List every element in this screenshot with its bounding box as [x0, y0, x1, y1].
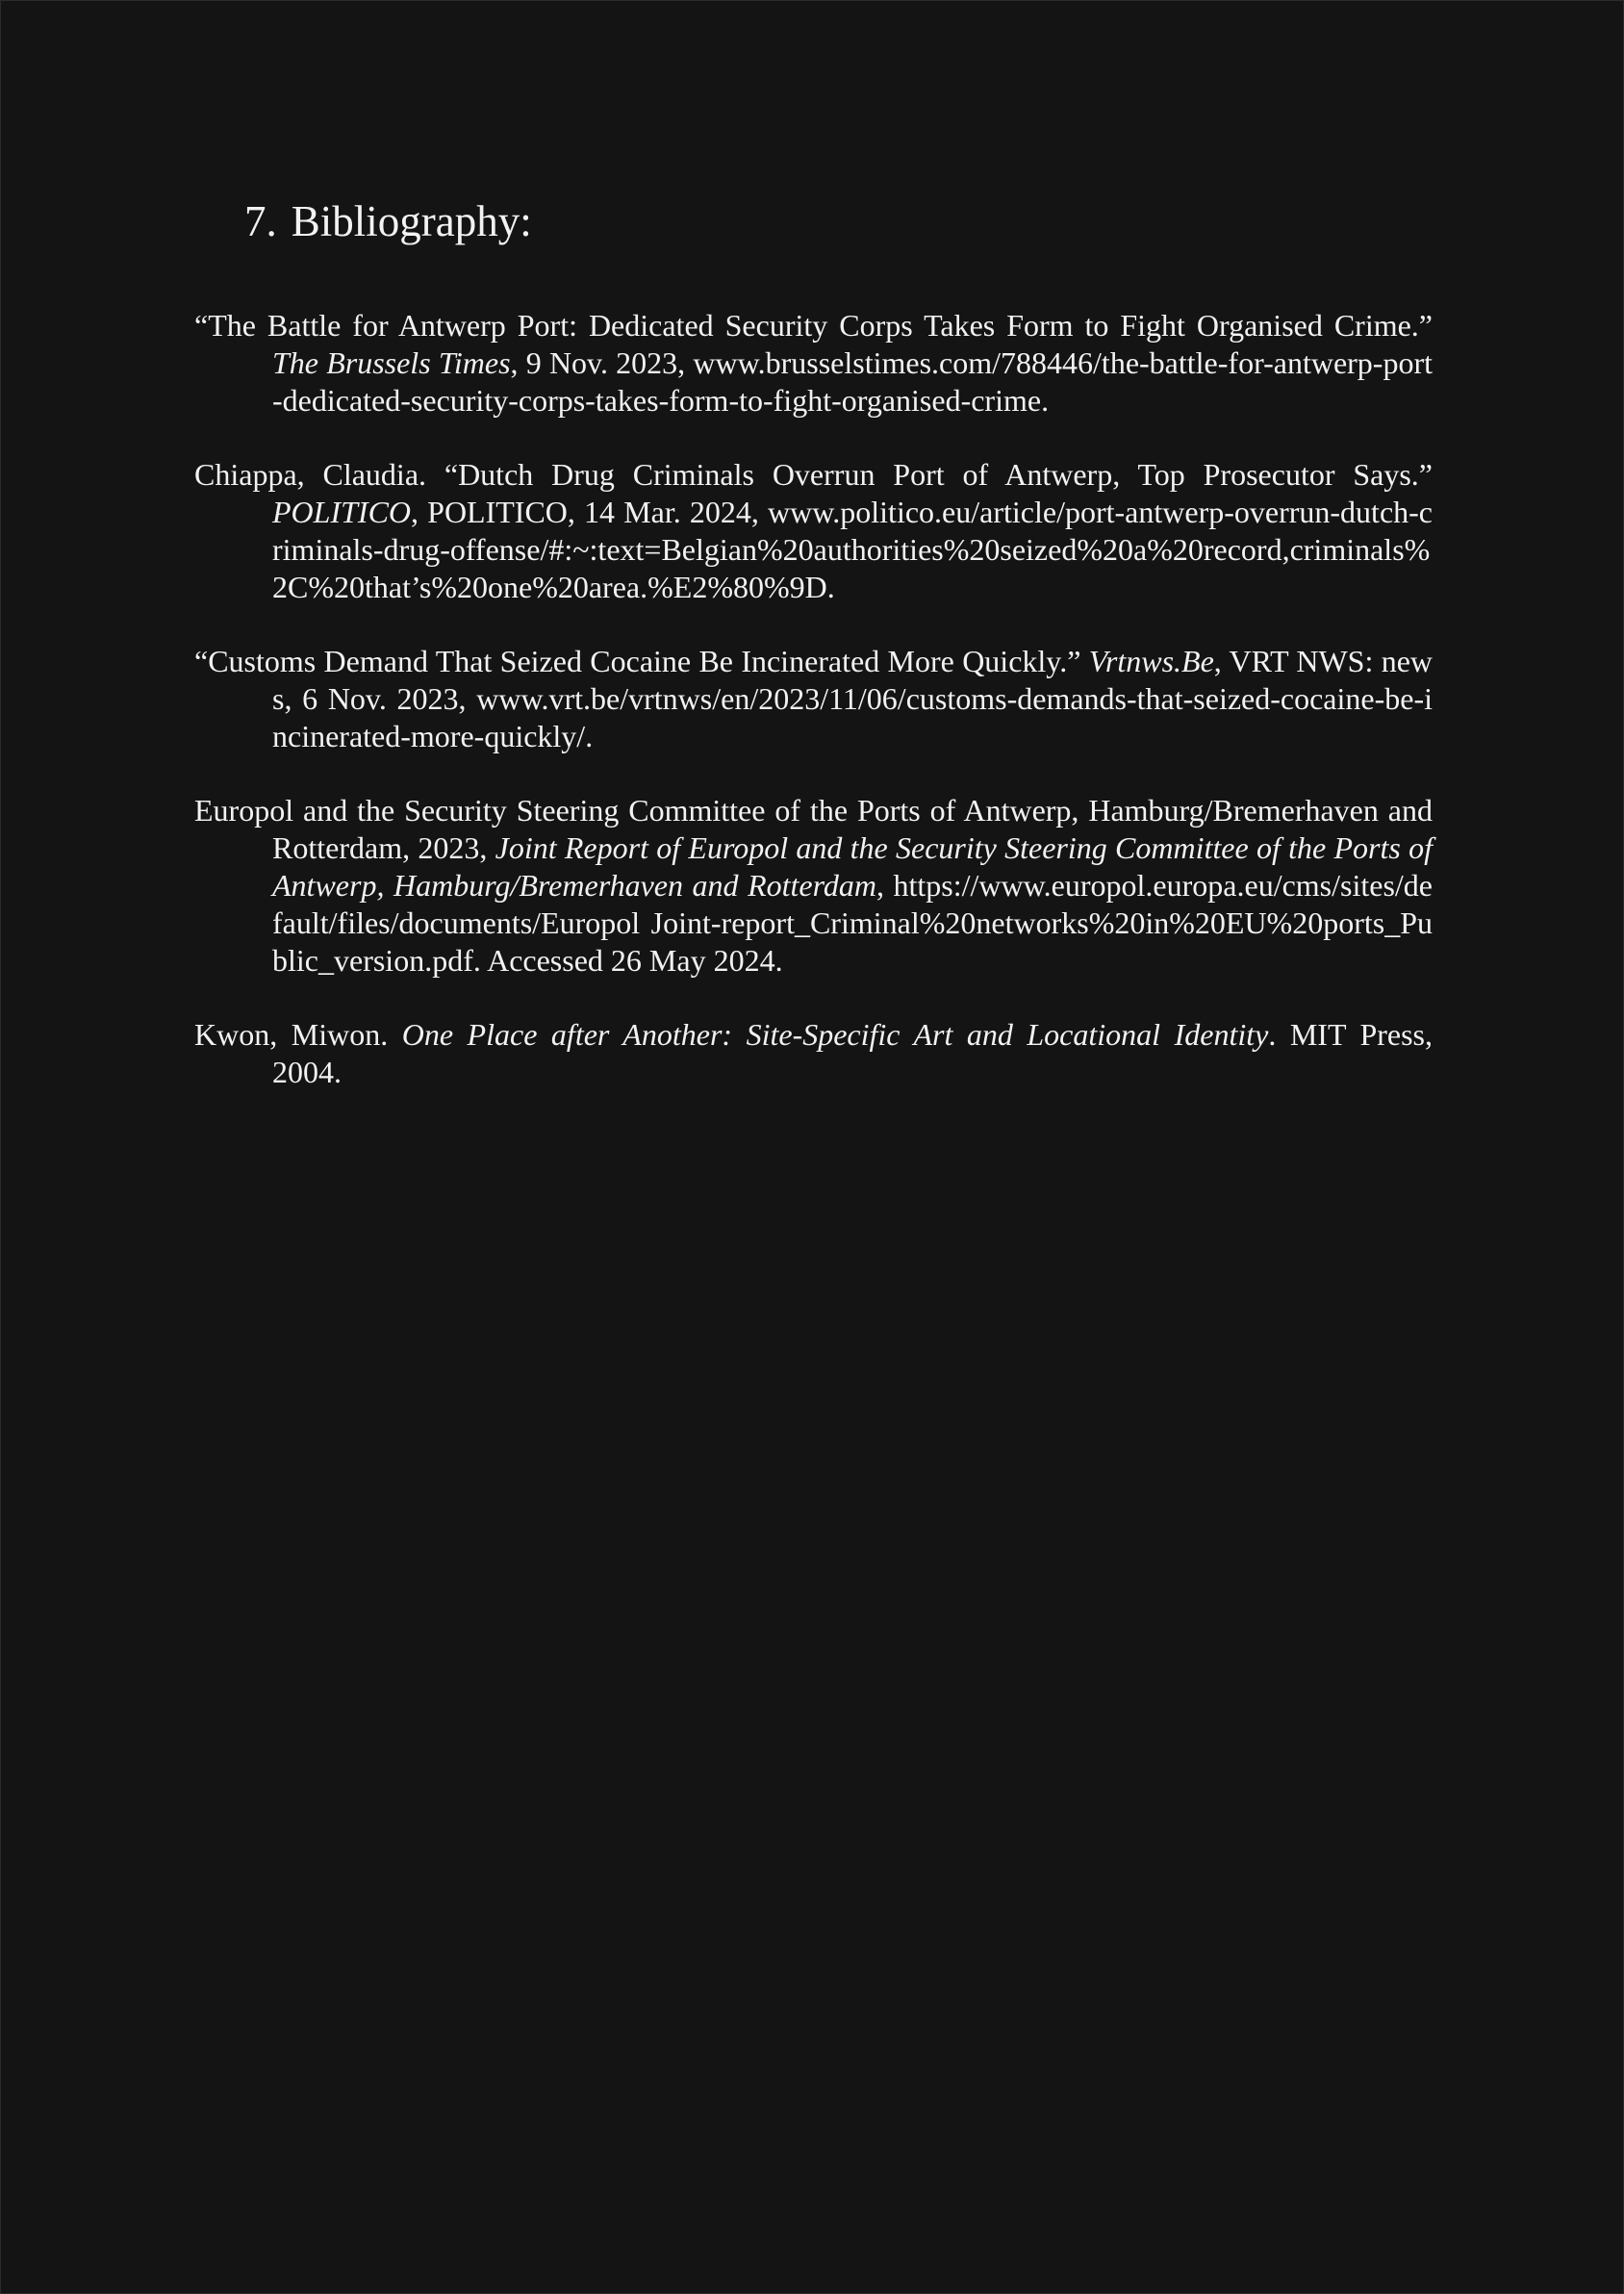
entry-details: . MIT Press, 2004. — [272, 1017, 1433, 1089]
bibliography-entry — [194, 307, 1433, 420]
entry-source-title: The Brussels Times — [272, 345, 511, 380]
section-title: Bibliography: — [291, 197, 532, 245]
entry-text: Chiappa, Claudia. “Dutch Drug Criminals Overrun Port of Antwerp, Top Prosecutor Says.” — [194, 457, 1433, 492]
entry-source-title: Vrtnws.Be — [1088, 644, 1214, 678]
entry-details: , 9 Nov. 2023, www.brusselstimes.com/788446/the-battle-for-antwerp-port-dedicated-security-corps-takes-form-to-fight-organised-crime. — [272, 345, 1434, 418]
bibliography-list — [194, 307, 1433, 1128]
bibliography-entry — [194, 456, 1433, 606]
bibliography-entry — [194, 792, 1433, 980]
entry-source-title: Joint Report of Europol and the Security Steering Committee of the Ports of Antwerp, Hamburg/Bremerhaven and Rotterdam — [272, 830, 1434, 903]
entry-source-title: One Place after Another: Site-Specific Art and Locational Identity — [401, 1017, 1269, 1052]
entry-details: , POLITICO, 14 Mar. 2024, www.politico.eu/article/port-antwerp-overrun-dutch-criminals-drug-offense/#:~:text=Belgian%20authorities%20seized%20a%20record,criminals%2C%20that’s%20one%20area.%E2%80%9D. — [272, 495, 1433, 604]
entry-details: , VRT NWS: news, 6 Nov. 2023, www.vrt.be/vrtnws/en/2023/11/06/customs-demands-that-seized-cocaine-be-incinerated-more-quickly/. — [272, 644, 1434, 753]
section-heading — [244, 193, 532, 249]
entry-text: “The Battle for Antwerp Port: Dedicated Security Corps Takes Form to Fight Organised Crime.” — [194, 308, 1433, 343]
bibliography-entry — [194, 643, 1433, 755]
entry-source-title: POLITICO — [272, 495, 412, 529]
entry-details: , https://www.europol.europa.eu/cms/sites/default/files/documents/Europol Joint-report_Criminal%20networks%20in%20EU%20ports_Public_version.pdf. Accessed 26 May 2024. — [272, 868, 1433, 978]
entry-text: “Customs Demand That Seized Cocaine Be Incinerated More Quickly.” — [194, 644, 1089, 678]
section-number: 7. — [244, 197, 277, 245]
entry-text: Europol and the Security Steering Committee of the Ports of Antwerp, Hamburg/Bremerhaven and Rotterdam, 2023, — [194, 793, 1433, 865]
entry-text: Kwon, Miwon. — [194, 1017, 402, 1052]
bibliography-entry — [194, 1016, 1433, 1091]
